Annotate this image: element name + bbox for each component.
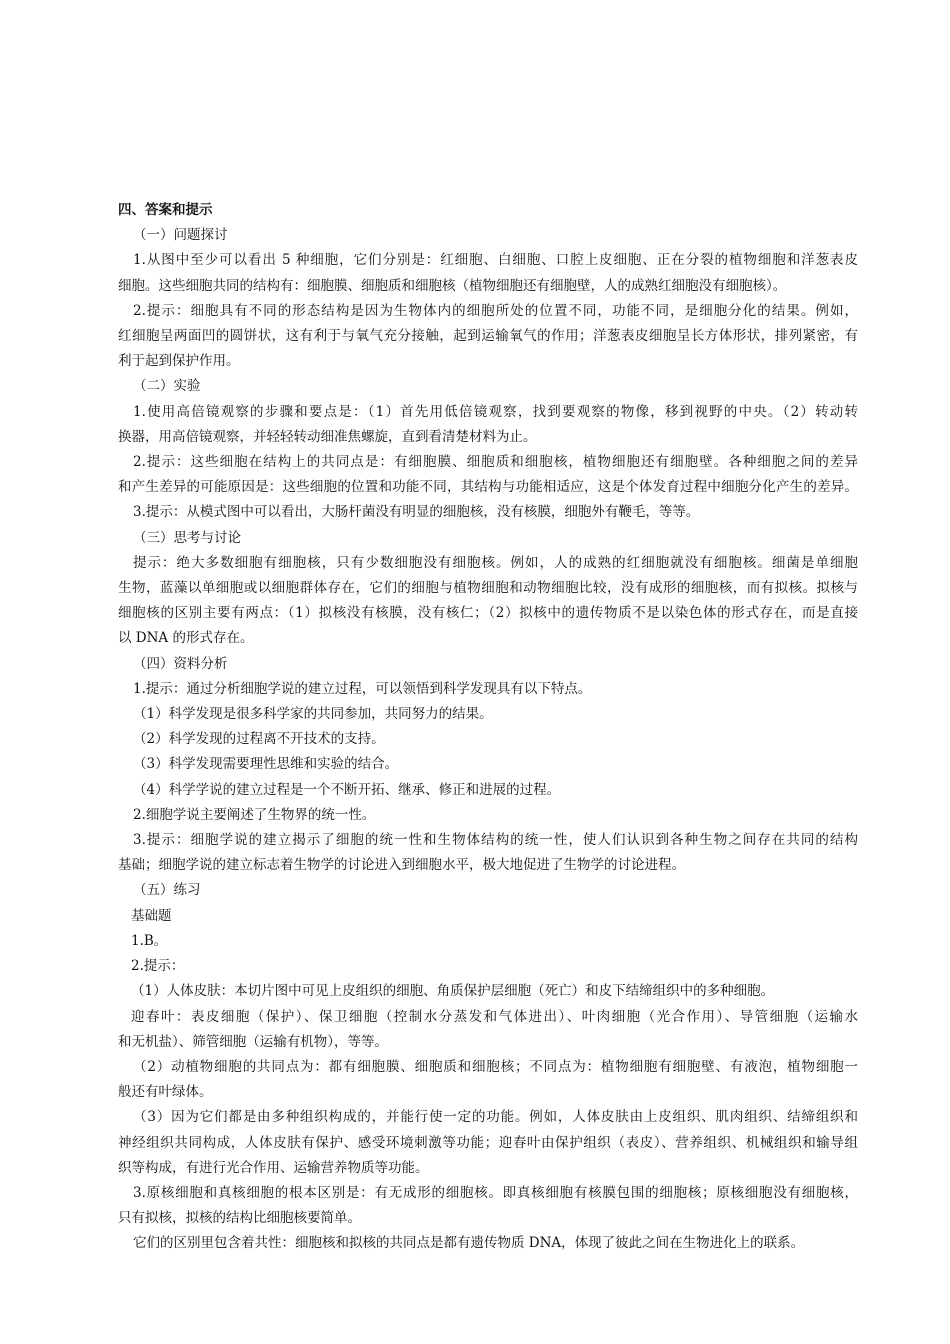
text-line: （三）思考与讨论 bbox=[133, 529, 241, 546]
text-line: 细胞。这些细胞共同的结构有：细胞膜、细胞质和细胞核（植物细胞还有细胞壁，人的成熟红细胞没有细胞核）。 bbox=[118, 277, 787, 294]
text-line: 红细胞呈两面凹的圆饼状，这有利于与氧气充分接触，起到运输氧气的作用；洋葱表皮细胞呈长方体形状，排列紧密，有 bbox=[118, 328, 858, 345]
text-line: 利于起到保护作用。 bbox=[118, 353, 240, 370]
text-line: 神经组织共同构成，人体皮肤有保护、感受环境刺激等功能；迎春叶由保护组织（表皮）、营养组织、机械组织和输导组 bbox=[118, 1134, 858, 1151]
text-line: 3.提示：细胞学说的建立揭示了细胞的统一性和生物体结构的统一性，使人们认识到各种生物之间存在共同的结构 bbox=[133, 832, 858, 849]
text-line: 2.提示： bbox=[131, 958, 185, 975]
text-line: 换器，用高倍镜观察，并轻轻转动细准焦螺旋，直到看清楚材料为止。 bbox=[118, 428, 537, 445]
text-line: 1.使用高倍镜观察的步骤和要点是：（1）首先用低倍镜观察，找到要观察的物像，移到视野的中央。（2）转动转 bbox=[133, 403, 858, 420]
text-line: 和无机盐）、筛管细胞（运输有机物），等等。 bbox=[118, 1033, 388, 1050]
text-line: （3）科学发现需要理性思维和实验的结合。 bbox=[133, 756, 399, 773]
text-line: （四）资料分析 bbox=[133, 655, 228, 672]
text-line: 3.原核细胞和真核细胞的根本区别是：有无成形的细胞核。即真核细胞有核膜包围的细胞核；原核细胞没有细胞核， bbox=[133, 1184, 858, 1201]
text-line: 2.提示：细胞具有不同的形态结构是因为生物体内的细胞所处的位置不同，功能不同，是细胞分化的结果。例如， bbox=[133, 302, 858, 319]
text-line: （1）科学发现是很多科学家的共同参加，共同努力的结果。 bbox=[133, 706, 493, 723]
text-line: （二）实验 bbox=[133, 378, 201, 395]
text-line: 细胞核的区别主要有两点：（1）拟核没有核膜，没有核仁；（2）拟核中的遗传物质不是以染色体的形式存在，而是直接 bbox=[118, 605, 858, 622]
text-line: 3.提示：从模式图中可以看出，大肠杆菌没有明显的细胞核，没有核膜，细胞外有鞭毛，等等。 bbox=[133, 504, 700, 521]
document-body bbox=[118, 198, 858, 1257]
text-line: 般还有叶绿体。 bbox=[118, 1084, 213, 1101]
text-line: 以 DNA 的形式存在。 bbox=[118, 630, 254, 647]
text-line: 迎春叶：表皮细胞（保护）、保卫细胞（控制水分蒸发和气体进出）、叶肉细胞（光合作用）、导管细胞（运输水 bbox=[131, 1008, 858, 1025]
text-line: （五）练习 bbox=[133, 882, 201, 899]
text-line: （2）动植物细胞的共同点为：都有细胞膜、细胞质和细胞核；不同点为：植物细胞有细胞壁、有液泡，植物细胞一 bbox=[133, 1058, 858, 1075]
text-line: 基础；细胞学说的建立标志着生物学的讨论进入到细胞水平，极大地促进了生物学的讨论进程。 bbox=[118, 857, 685, 874]
text-line: 生物，蓝藻以单细胞或以细胞群体存在，它们的细胞与植物细胞和动物细胞比较，没有成形的细胞核，而有拟核。拟核与 bbox=[118, 580, 858, 597]
text-line: （一）问题探讨 bbox=[133, 227, 228, 244]
text-lines bbox=[118, 223, 858, 1256]
text-line: 基础题 bbox=[131, 907, 172, 924]
text-line: 提示：绝大多数细胞有细胞核，只有少数细胞没有细胞核。例如，人的成熟的红细胞就没有细胞核。细菌是单细胞 bbox=[133, 554, 858, 571]
text-line: 和产生差异的可能原因是：这些细胞的位置和功能不同，其结构与功能相适应，这是个体发育过程中细胞分化产生的差异。 bbox=[118, 479, 858, 496]
text-line: 1.B。 bbox=[131, 932, 168, 949]
section-heading: 四、答案和提示 bbox=[118, 202, 213, 218]
text-line: 1.从图中至少可以看出 5 种细胞，它们分别是：红细胞、白细胞、口腔上皮细胞、正在分裂的植物细胞和洋葱表皮 bbox=[133, 252, 858, 269]
text-line: 2.细胞学说主要阐述了生物界的统一性。 bbox=[133, 806, 376, 823]
text-line: 只有拟核，拟核的结构比细胞核要简单。 bbox=[118, 1210, 361, 1227]
text-line: 它们的区别里包含着共性：细胞核和拟核的共同点是都有遗传物质 DNA，体现了彼此之间在生物进化上的联系。 bbox=[133, 1235, 805, 1252]
text-line: 织等构成，有进行光合作用、运输营养物质等功能。 bbox=[118, 1159, 429, 1176]
text-line: 2.提示：这些细胞在结构上的共同点是：有细胞膜、细胞质和细胞核，植物细胞还有细胞壁。各种细胞之间的差异 bbox=[133, 454, 858, 471]
text-line: （4）科学学说的建立过程是一个不断开拓、继承、修正和进展的过程。 bbox=[133, 781, 561, 798]
text-line: （3）因为它们都是由多种组织构成的，并能行使一定的功能。例如，人体皮肤由上皮组织、肌肉组织、结缔组织和 bbox=[133, 1109, 858, 1126]
text-line: 1.提示：通过分析细胞学说的建立过程，可以领悟到科学发现具有以下特点。 bbox=[133, 680, 592, 697]
text-line: （1）人体皮肤：本切片图中可见上皮组织的细胞、角质保护层细胞（死亡）和皮下结缔组织中的多种细胞。 bbox=[131, 983, 775, 1000]
text-line: （2）科学发现的过程离不开技术的支持。 bbox=[133, 731, 385, 748]
